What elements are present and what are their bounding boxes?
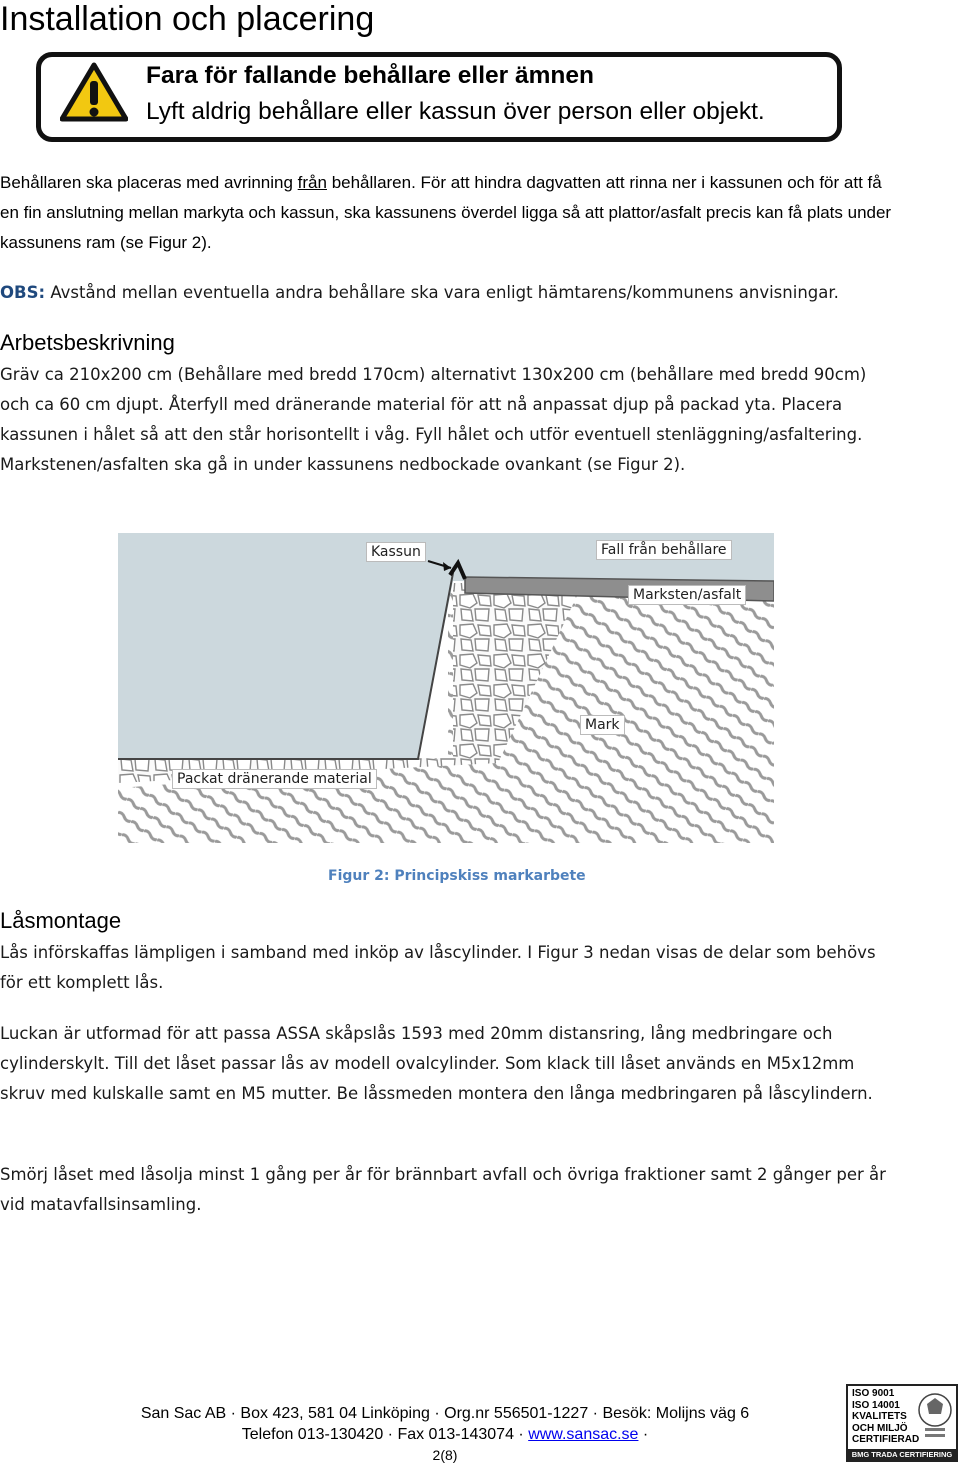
intro-part1: Behållaren ska placeras med avrinning [0, 173, 298, 192]
footer-phone-fax: Telefon 013-130420 · Fax 013-143074 · [241, 1426, 529, 1443]
lock-paragraph-2: Luckan är utformad för att passa ASSA skåpslås 1593 med 20mm distansring, lång medbringare och cylinderskylt. Till det låset passar lås av modell ovalcylinder. Som klack till låset används en M5x12mm skruv med kulskalle samt en M5 mutter. Be låssmeden montera den långa medbringaren på låscylindern. [0, 1024, 873, 1103]
cert-footer-band: BMG TRADA CERTIFIERING [848, 1449, 956, 1460]
warning-text: Lyft aldrig behållare eller kassun över person eller objekt. [146, 98, 765, 125]
intro-underlined: från [297, 173, 327, 192]
lock-paragraph-3: Smörj låset med låsolja minst 1 gång per år för brännbart avfall och övriga fraktioner samt 2 gånger per år vid matavfallsinsamling. [0, 1165, 886, 1214]
cert-line3: KVALITETS [852, 1411, 907, 1422]
figure-caption: Figur 2: Principskiss markarbete [328, 868, 586, 884]
label-kassun: Kassun [366, 542, 426, 562]
figure-diagram [118, 533, 774, 843]
label-packat: Packat dränerande material [172, 769, 377, 789]
lock-heading: Låsmontage [0, 908, 122, 933]
cert-line5: CERTIFIERAD [852, 1434, 920, 1445]
footer [80, 1403, 810, 1466]
lock-paragraph-1: Lås införskaffas lämpligen i samband med inköp av låscylinder. I Figur 3 nedan visas de delar som behövs för ett komplett lås. [0, 943, 876, 992]
obs-text: Avstånd mellan eventuella andra behållare ska vara enligt hämtarens/kommunens anvisningar. [45, 283, 839, 302]
work-paragraph: Gräv ca 210x200 cm (Behållare med bredd 170cm) alternativt 130x200 cm (behållare med bredd 90cm) och ca 60 cm djupt. Återfyll med dränerande material för att nå anpassat djup på packad yta. Placera kassunen i hålet så att den står horisontellt i våg. Fyll hålet och utför eventuell stenläggning/asfaltering. Markstenen/asfalten ska gå in under kassunens nedbockade ovankant (se Figur 2). [0, 365, 867, 474]
obs-note [0, 278, 960, 308]
label-marksten: Marksten/asfalt [628, 585, 746, 605]
footer-dot: · [638, 1426, 649, 1443]
cert-iso9001: ISO 9001 [852, 1388, 895, 1399]
cert-iso14001: ISO 14001 [852, 1399, 900, 1411]
warning-title: Fara för fallande behållare eller ämnen [146, 62, 594, 89]
intro-part2: behållaren. För att hindra dagvatten att rinna ner i kassunen och för att få en fin anslutning mellan markyta och kassun, ska kassunens överdel ligga så att plattor/asfalt precis kan få plats under kassunens ram (se Figur 2). [0, 173, 892, 252]
website-link[interactable]: www.sansac.se [528, 1426, 639, 1443]
label-mark: Mark [580, 715, 625, 735]
footer-contact [80, 1424, 810, 1445]
footer-address: San Sac AB · Box 423, 581 04 Linköping · Org.nr 556501-1227 · Besök: Molijns väg 6 [140, 1405, 750, 1422]
cert-line4: OCH MILJÖ [852, 1422, 908, 1434]
intro-paragraph [0, 168, 900, 258]
work-heading: Arbetsbeskrivning [0, 330, 175, 355]
page-number: 2(8) [432, 1447, 458, 1463]
swedac-emblem-icon [917, 1390, 953, 1442]
label-fall: Fall från behållare [596, 540, 732, 560]
warning-icon [60, 62, 128, 122]
certification-logo [846, 1384, 958, 1462]
obs-label: OBS: [0, 283, 46, 302]
page-title: Installation och placering [0, 0, 375, 38]
